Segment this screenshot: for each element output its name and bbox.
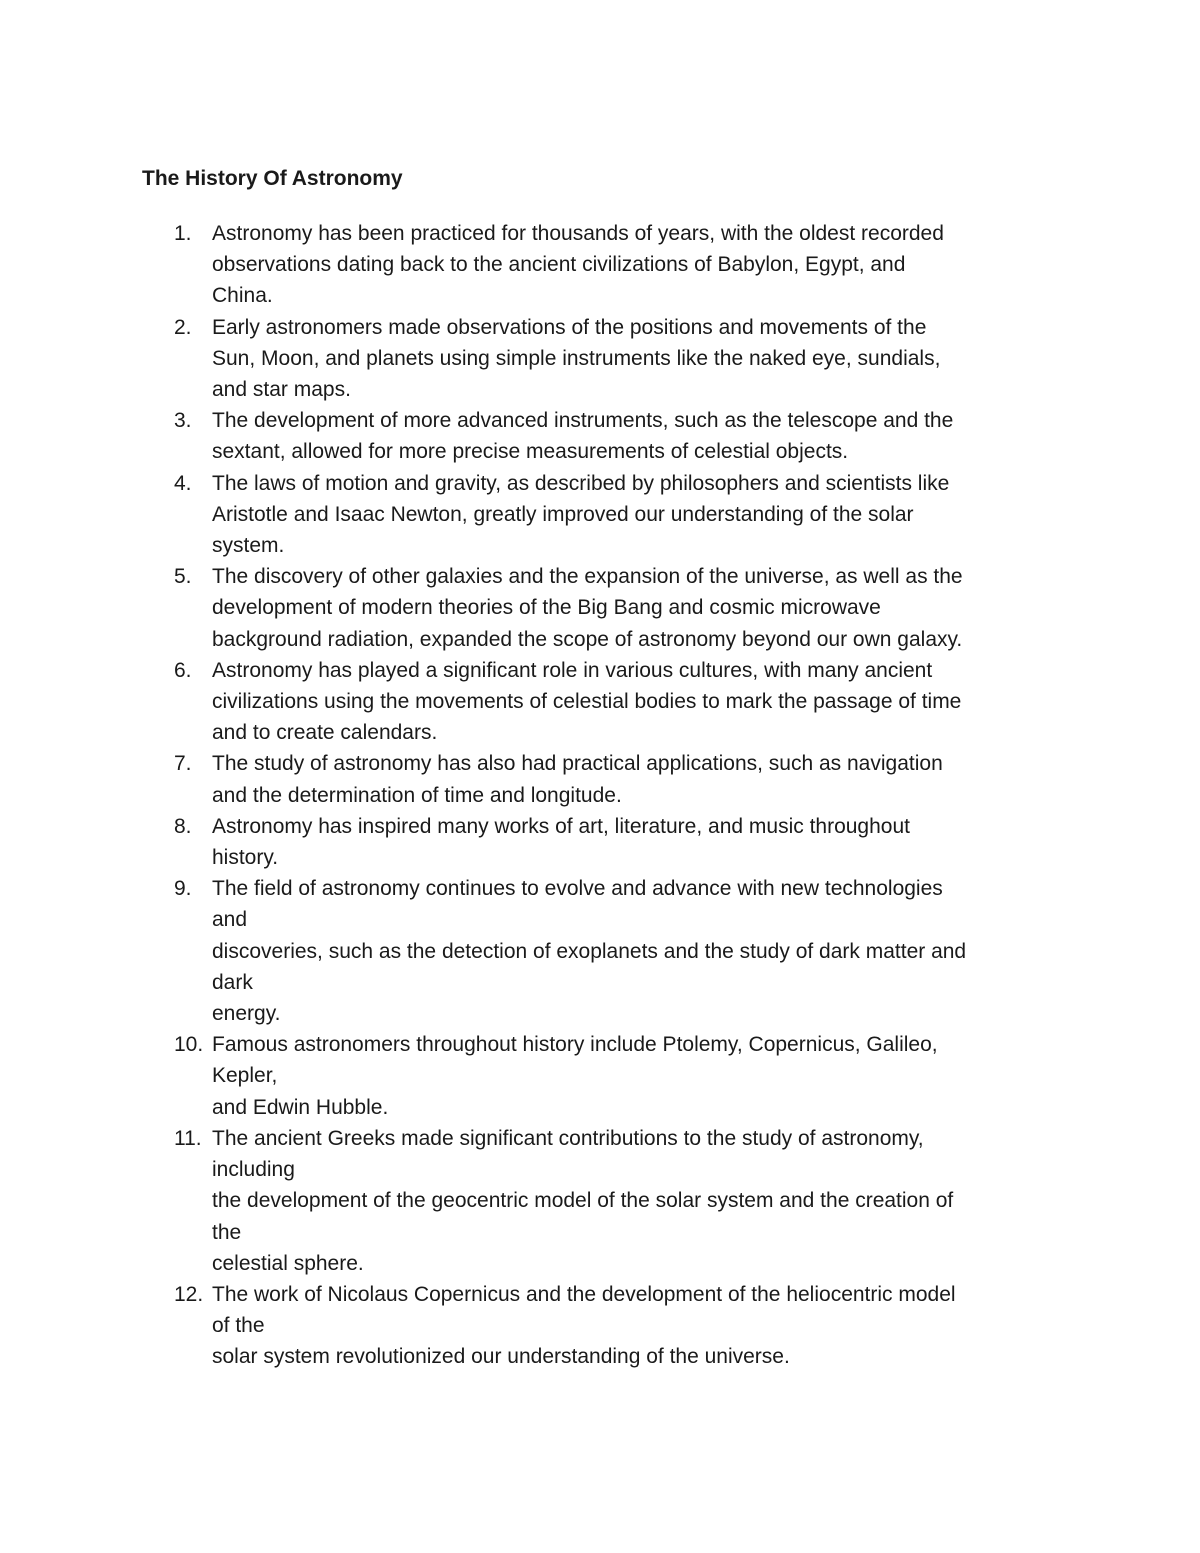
list-item-text-line: development of modern theories of the Big Bang and cosmic microwave — [212, 596, 881, 620]
list-item-text-line: The work of Nicolaus Copernicus and the development of the heliocentric model — [212, 1282, 956, 1306]
list-item-text-line: energy. — [212, 1002, 281, 1026]
list-item — [0, 468, 1200, 562]
list-item-text-line: system. — [212, 534, 285, 558]
list-item-number: 12. — [174, 1282, 204, 1306]
document-title: The History Of Astronomy — [142, 167, 403, 190]
list-item-text-line: observations dating back to the ancient civilizations of Babylon, Egypt, and — [212, 253, 906, 277]
numbered-list — [0, 218, 1200, 1373]
list-item-text-line: and star maps. — [212, 378, 351, 402]
list-item-text-line: history. — [212, 846, 279, 870]
list-item — [0, 873, 1200, 1029]
list-item — [0, 1123, 1200, 1279]
list-item-text-line: Kepler, — [212, 1064, 278, 1088]
list-item-number: 9. — [174, 877, 192, 901]
list-item-text-line: sextant, allowed for more precise measurements of celestial objects. — [212, 440, 849, 464]
list-item-text-line: The laws of motion and gravity, as described by philosophers and scientists like — [212, 471, 950, 495]
list-item-number: 7. — [174, 752, 192, 776]
list-item-text-line: Astronomy has inspired many works of art, literature, and music throughout — [212, 814, 910, 838]
list-item-text-line: Aristotle and Isaac Newton, greatly improved our understanding of the solar — [212, 502, 914, 526]
list-item-text-line: dark — [212, 970, 253, 994]
list-item-number: 11. — [174, 1126, 202, 1150]
list-item-text-line: Famous astronomers throughout history include Ptolemy, Copernicus, Galileo, — [212, 1033, 938, 1057]
list-item-number: 2. — [174, 315, 192, 339]
list-item — [0, 1029, 1200, 1123]
list-item-text-line: and the determination of time and longitude. — [212, 783, 622, 807]
list-item-text-line: Sun, Moon, and planets using simple instruments like the naked eye, sundials, — [212, 346, 941, 370]
list-item-text-line: including — [212, 1158, 295, 1182]
list-item-text-line: civilizations using the movements of celestial bodies to mark the passage of time — [212, 690, 962, 714]
list-item-text-line: Astronomy has been practiced for thousands of years, with the oldest recorded — [212, 222, 944, 245]
list-item-text-line: of the — [212, 1314, 265, 1338]
list-item — [0, 1279, 1200, 1373]
list-item-text-line: solar system revolutionized our understanding of the universe. — [212, 1345, 790, 1369]
list-item-text-line: celestial sphere. — [212, 1251, 364, 1275]
list-item — [0, 655, 1200, 749]
list-item-text-line: and — [212, 908, 248, 932]
list-item — [0, 811, 1200, 873]
list-item-number: 3. — [174, 409, 192, 433]
list-item-text-line: The study of astronomy has also had practical applications, such as navigation — [212, 752, 943, 776]
list-item — [0, 748, 1200, 810]
list-item — [0, 405, 1200, 467]
list-item-text-line: China. — [212, 284, 273, 308]
list-item — [0, 218, 1200, 312]
list-item-number: 8. — [174, 814, 192, 838]
list-item-text-line: The field of astronomy continues to evolve and advance with new technologies — [212, 877, 943, 901]
list-item-text-line: The discovery of other galaxies and the expansion of the universe, as well as the — [212, 565, 963, 589]
list-item-text-line: background radiation, expanded the scope of astronomy beyond our own galaxy. — [212, 627, 963, 651]
list-item-number: 1. — [174, 222, 192, 245]
list-item-text-line: the — [212, 1220, 242, 1244]
list-item-text-line: discoveries, such as the detection of exoplanets and the study of dark matter and — [212, 939, 967, 963]
list-item-number: 5. — [174, 565, 192, 589]
list-item — [0, 561, 1200, 655]
list-item-text-line: The development of more advanced instruments, such as the telescope and the — [212, 409, 954, 433]
list-item-text-line: the development of the geocentric model of the solar system and the creation of — [212, 1189, 954, 1213]
list-item-number: 10. — [174, 1033, 204, 1057]
list-item-text-line: Early astronomers made observations of the positions and movements of the — [212, 315, 927, 339]
list-item — [0, 312, 1200, 406]
list-item-text-line: The ancient Greeks made significant contributions to the study of astronomy, — [212, 1126, 924, 1150]
list-item-text-line: Astronomy has played a significant role in various cultures, with many ancient — [212, 658, 933, 682]
list-item-text-line: and Edwin Hubble. — [212, 1095, 389, 1119]
list-item-text-line: and to create calendars. — [212, 721, 438, 745]
list-item-number: 4. — [174, 471, 192, 495]
list-item-number: 6. — [174, 658, 192, 682]
